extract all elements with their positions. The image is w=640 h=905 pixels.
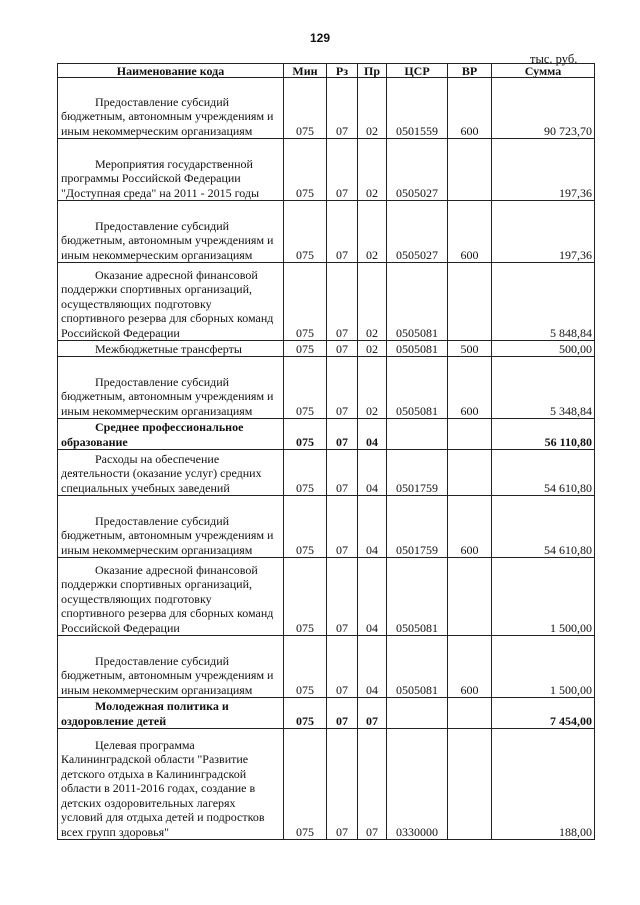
row-pr: 04 bbox=[358, 450, 387, 496]
row-min: 075 bbox=[284, 201, 327, 263]
row-sum: 500,00 bbox=[492, 341, 595, 357]
row-pr: 04 bbox=[358, 496, 387, 558]
header-min: Мин bbox=[284, 64, 327, 78]
units-label: тыс. руб. bbox=[530, 52, 578, 66]
row-min: 075 bbox=[284, 729, 327, 840]
row-pr: 04 bbox=[358, 636, 387, 698]
row-sum: 7 454,00 bbox=[492, 698, 595, 729]
row-rz: 07 bbox=[327, 729, 358, 840]
row-name: Молодежная политика и оздоровление детей bbox=[58, 698, 284, 729]
row-rz: 07 bbox=[327, 496, 358, 558]
row-vr bbox=[448, 450, 492, 496]
row-pr: 02 bbox=[358, 139, 387, 201]
row-csr: 0505027 bbox=[387, 139, 448, 201]
row-name: Межбюджетные трансферты bbox=[58, 341, 284, 357]
row-min: 075 bbox=[284, 450, 327, 496]
table-row bbox=[58, 263, 595, 341]
row-vr bbox=[448, 139, 492, 201]
header-rz: Рз bbox=[327, 64, 358, 78]
header-csr: ЦСР bbox=[387, 64, 448, 78]
row-min: 075 bbox=[284, 341, 327, 357]
row-min: 075 bbox=[284, 496, 327, 558]
row-vr: 600 bbox=[448, 201, 492, 263]
row-rz: 07 bbox=[327, 450, 358, 496]
row-rz: 07 bbox=[327, 263, 358, 341]
row-name: Предоставление субсидий бюджетным, автономным учреждениям и иным некоммерческим организациям bbox=[58, 496, 284, 558]
row-min: 075 bbox=[284, 636, 327, 698]
row-vr: 600 bbox=[448, 636, 492, 698]
row-rz: 07 bbox=[327, 419, 358, 450]
row-pr: 02 bbox=[358, 78, 387, 139]
row-rz: 07 bbox=[327, 558, 358, 636]
table-row bbox=[58, 201, 595, 263]
row-csr: 0505081 bbox=[387, 636, 448, 698]
row-name: Предоставление субсидий бюджетным, автономным учреждениям и иным некоммерческим организациям bbox=[58, 357, 284, 419]
row-vr: 600 bbox=[448, 357, 492, 419]
row-name: Расходы на обеспечение деятельности (оказание услуг) средних специальных учебных заведений bbox=[58, 450, 284, 496]
row-vr bbox=[448, 558, 492, 636]
row-vr bbox=[448, 263, 492, 341]
table-row bbox=[58, 698, 595, 729]
row-pr: 07 bbox=[358, 729, 387, 840]
row-vr: 600 bbox=[448, 496, 492, 558]
row-name: Оказание адресной финансовой поддержки спортивных организаций, осуществляющих подготовку спортивного резерва для сборных команд Российской Федерации bbox=[58, 558, 284, 636]
row-min: 075 bbox=[284, 139, 327, 201]
table-row bbox=[58, 357, 595, 419]
row-sum: 54 610,80 bbox=[492, 450, 595, 496]
row-min: 075 bbox=[284, 558, 327, 636]
row-vr bbox=[448, 419, 492, 450]
header-vr: ВР bbox=[448, 64, 492, 78]
row-csr bbox=[387, 698, 448, 729]
table-row bbox=[58, 139, 595, 201]
row-min: 075 bbox=[284, 263, 327, 341]
row-pr: 02 bbox=[358, 357, 387, 419]
row-sum: 54 610,80 bbox=[492, 496, 595, 558]
row-sum: 188,00 bbox=[492, 729, 595, 840]
row-csr: 0501759 bbox=[387, 450, 448, 496]
table-row bbox=[58, 419, 595, 450]
table-row bbox=[58, 558, 595, 636]
row-rz: 07 bbox=[327, 201, 358, 263]
row-csr bbox=[387, 419, 448, 450]
row-pr: 02 bbox=[358, 263, 387, 341]
row-sum: 1 500,00 bbox=[492, 636, 595, 698]
row-pr: 04 bbox=[358, 558, 387, 636]
budget-table bbox=[57, 63, 595, 840]
page-number: 129 bbox=[309, 31, 331, 45]
table-row bbox=[58, 78, 595, 139]
header-pr: Пр bbox=[358, 64, 387, 78]
row-min: 075 bbox=[284, 698, 327, 729]
row-rz: 07 bbox=[327, 341, 358, 357]
row-name: Среднее профессиональное образование bbox=[58, 419, 284, 450]
row-rz: 07 bbox=[327, 636, 358, 698]
row-vr bbox=[448, 729, 492, 840]
row-pr: 04 bbox=[358, 419, 387, 450]
table-row bbox=[58, 450, 595, 496]
row-name: Предоставление субсидий бюджетным, автономным учреждениям и иным некоммерческим организациям bbox=[58, 78, 284, 139]
row-min: 075 bbox=[284, 78, 327, 139]
row-vr: 600 bbox=[448, 78, 492, 139]
table-row bbox=[58, 729, 595, 840]
row-csr: 0330000 bbox=[387, 729, 448, 840]
row-pr: 07 bbox=[358, 698, 387, 729]
row-pr: 02 bbox=[358, 201, 387, 263]
row-csr: 0505081 bbox=[387, 341, 448, 357]
row-rz: 07 bbox=[327, 78, 358, 139]
row-min: 075 bbox=[284, 357, 327, 419]
row-sum: 90 723,70 bbox=[492, 78, 595, 139]
row-name: Предоставление субсидий бюджетным, автономным учреждениям и иным некоммерческим организациям bbox=[58, 201, 284, 263]
row-name: Предоставление субсидий бюджетным, автономным учреждениям и иным некоммерческим организациям bbox=[58, 636, 284, 698]
row-sum: 1 500,00 bbox=[492, 558, 595, 636]
row-csr: 0505027 bbox=[387, 201, 448, 263]
row-csr: 0505081 bbox=[387, 263, 448, 341]
table-row bbox=[58, 341, 595, 357]
table-row bbox=[58, 496, 595, 558]
row-name: Мероприятия государственной программы Российской Федерации "Доступная среда" на 2011 - 2015 годы bbox=[58, 139, 284, 201]
row-rz: 07 bbox=[327, 357, 358, 419]
row-rz: 07 bbox=[327, 139, 358, 201]
row-sum: 5 348,84 bbox=[492, 357, 595, 419]
row-csr: 0501759 bbox=[387, 496, 448, 558]
row-vr: 500 bbox=[448, 341, 492, 357]
row-pr: 02 bbox=[358, 341, 387, 357]
row-sum: 56 110,80 bbox=[492, 419, 595, 450]
table-row bbox=[58, 636, 595, 698]
row-sum: 197,36 bbox=[492, 201, 595, 263]
row-sum: 5 848,84 bbox=[492, 263, 595, 341]
table-header-row bbox=[58, 64, 595, 78]
row-csr: 0505081 bbox=[387, 357, 448, 419]
row-name: Целевая программа Калининградской области "Развитие детского отдыха в Калининградской области в 2011-2016 годах, создание в детских оздоровительных лагерях условий для отдыха детей и подростков всех групп здоровья" bbox=[58, 729, 284, 840]
row-rz: 07 bbox=[327, 698, 358, 729]
header-sum: Сумма bbox=[492, 64, 595, 78]
row-name: Оказание адресной финансовой поддержки спортивных организаций, осуществляющих подготовку спортивного резерва для сборных команд Российской Федерации bbox=[58, 263, 284, 341]
header-name: Наименование кода bbox=[58, 64, 284, 78]
row-min: 075 bbox=[284, 419, 327, 450]
row-csr: 0501559 bbox=[387, 78, 448, 139]
row-csr: 0505081 bbox=[387, 558, 448, 636]
row-sum: 197,36 bbox=[492, 139, 595, 201]
row-vr bbox=[448, 698, 492, 729]
